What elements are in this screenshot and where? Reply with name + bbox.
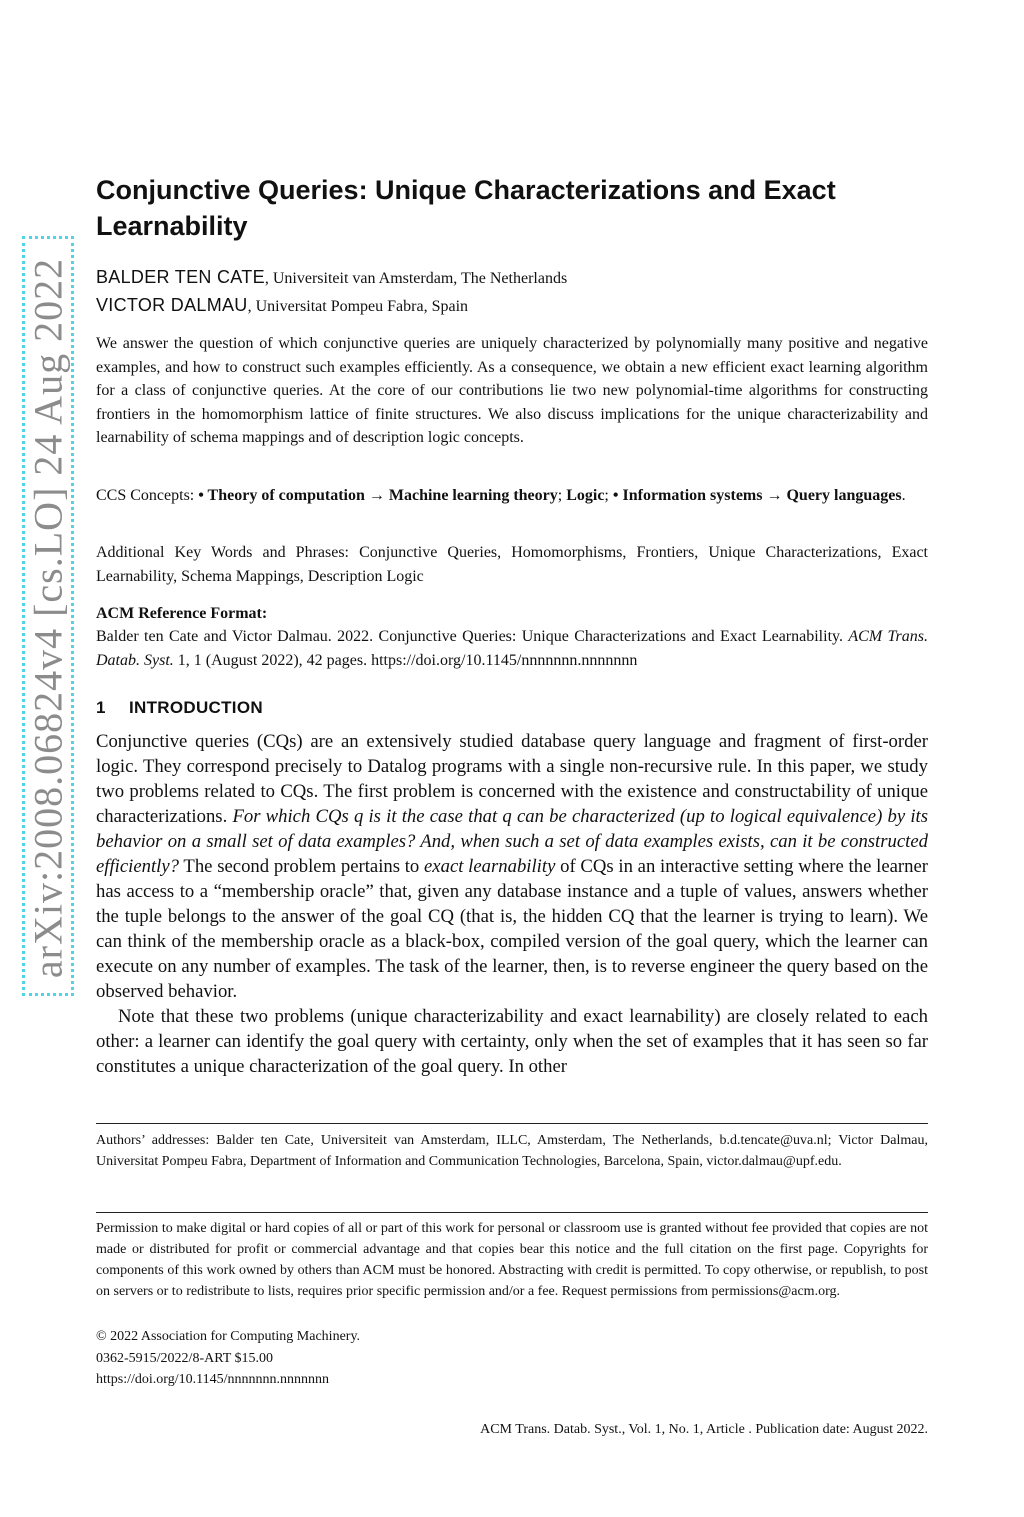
- reference-format: [96, 625, 928, 672]
- reference-text: 1, 1 (August 2022), 42 pages. https://doi.org/10.1145/nnnnnnn.nnnnnnn: [173, 651, 638, 669]
- ccs-term: Information systems: [622, 487, 763, 504]
- section-title: INTRODUCTION: [129, 698, 263, 717]
- ccs-end: .: [901, 487, 906, 504]
- footnote-divider: [96, 1123, 928, 1124]
- author-1: [96, 264, 928, 292]
- author-name: VICTOR DALMAU: [96, 295, 248, 315]
- permission-notice: Permission to make digital or hard copies of all or part of this work for personal or classroom use is granted without fee provided that copies are not made or distributed for profit or commercial advantage and that copies bear this notice and the full citation on the first page. Copyrights for components of this work owned by others than ACM must be honored. Abstracting with credit is permitted. To copy otherwise, or republish, to post on servers or to redistribute to lists, requires prior specific permission and/or a fee. Request permissions from permissions@acm.org.: [96, 1221, 928, 1299]
- authors-addresses: Authors’ addresses: Balder ten Cate, Universiteit van Amsterdam, ILLC, Amsterdam, The Netherlands, b.d.tencate@uva.nl; Victor Dalmau, Universitat Pompeu Fabra, Department of Information and Communication Technologies, Barcelona, Spain, victor.dalmau@upf.edu.: [96, 1133, 928, 1169]
- paragraph: [96, 729, 928, 1004]
- text-run: The second problem pertains to: [179, 856, 425, 877]
- section-number: 1: [96, 698, 106, 717]
- author-name: BALDER TEN CATE: [96, 267, 265, 287]
- ccs-bullet: •: [198, 487, 208, 504]
- author-affiliation: , Universitat Pompeu Fabra, Spain: [247, 298, 469, 315]
- permission-divider: [96, 1212, 928, 1213]
- ccs-separator: ;: [604, 487, 613, 504]
- author-2: [96, 292, 928, 320]
- author-affiliation: , Universiteit van Amsterdam, The Netherlands: [264, 270, 568, 287]
- ccs-label: CCS Concepts:: [96, 487, 199, 504]
- paper-title: Conjunctive Queries: Unique Characterizations and Exact Learnability: [96, 175, 836, 241]
- paragraph: Note that these two problems (unique characterizability and exact learnability) are closely related to each other: a learner can identify the goal query with certainty, only when the set of examples that it has seen so far constitutes a unique characterization of the goal query. In other: [96, 1006, 928, 1077]
- ccs-term: Logic: [566, 487, 605, 504]
- doi-line: https://doi.org/10.1145/nnnnnnn.nnnnnnn: [96, 1372, 329, 1387]
- copyright-line: © 2022 Association for Computing Machinery.: [96, 1329, 361, 1344]
- reference-journal: ACM Trans. Datab. Syst.: [96, 628, 928, 669]
- ccs-term: Machine learning theory: [388, 487, 558, 504]
- italic-term: exact learnability: [424, 856, 556, 877]
- section-heading: [96, 698, 928, 718]
- ccs-bullet: •: [612, 487, 623, 504]
- keywords: Additional Key Words and Phrases: Conjunctive Queries, Homomorphisms, Frontiers, Unique Characterizations, Exact Learnability, Schema Mappings, Description Logic: [96, 544, 928, 585]
- ccs-term: Theory of computation: [207, 487, 365, 504]
- introduction-body: [96, 729, 928, 1079]
- ccs-arrow: →: [364, 487, 389, 504]
- author-list: [96, 264, 928, 320]
- ccs-separator: ;: [557, 487, 567, 504]
- ccs-arrow: →: [762, 487, 787, 504]
- ccs-term: Query languages: [786, 487, 902, 504]
- reference-heading: ACM Reference Format:: [96, 605, 268, 622]
- text-run: of CQs in an interactive setting where the learner has access to a “membership oracle” that, given any database instance and a tuple of values, answers whether the tuple belongs to the answer of the goal CQ (that is, the hidden CQ that the learner is trying to learn). We can think of the membership oracle as a black-box, compiled version of the goal query, which the learner can execute on any number of examples. The task of the learner, then, is to reverse engineer the query based on the observed behavior.: [96, 856, 928, 1002]
- italic-question: For which CQs q is it the case that q can be characterized (up to logical equivalence) by its behavior on a small set of data examples? And, when such a set of data examples exists, can it be constructed efficiently?: [96, 806, 928, 877]
- abstract: We answer the question of which conjunctive queries are uniquely characterized by polynomially many positive and negative examples, and how to construct such examples efficiently. As a consequence, we obtain a new efficient exact learning algorithm for a class of conjunctive queries. At the core of our contributions lie two new polynomial-time algorithms for constructing frontiers in the homomorphism lattice of finite structures. We also discuss implications for the unique characterizability and learnability of schema mappings and of description logic concepts.: [96, 335, 928, 446]
- arxiv-identifier: arXiv:2008.06824v4 [cs.LO] 24 Aug 2022: [25, 257, 71, 979]
- issn-line: 0362-5915/2022/8-ART $15.00: [96, 1351, 274, 1366]
- page-footer: ACM Trans. Datab. Syst., Vol. 1, No. 1, Article . Publication date: August 2022.: [480, 1422, 928, 1437]
- ccs-concepts: [96, 484, 928, 508]
- reference-text: Balder ten Cate and Victor Dalmau. 2022. Conjunctive Queries: Unique Characterizations and Exact Learnability.: [96, 628, 849, 645]
- text-run: Conjunctive queries (CQs) are an extensively studied database query language and fragment of first-order logic. They correspond precisely to Datalog programs with a single non-recursive rule. In this paper, we study two problems related to CQs. The first problem is concerned with the existence and constructability of unique characterizations.: [96, 731, 928, 827]
